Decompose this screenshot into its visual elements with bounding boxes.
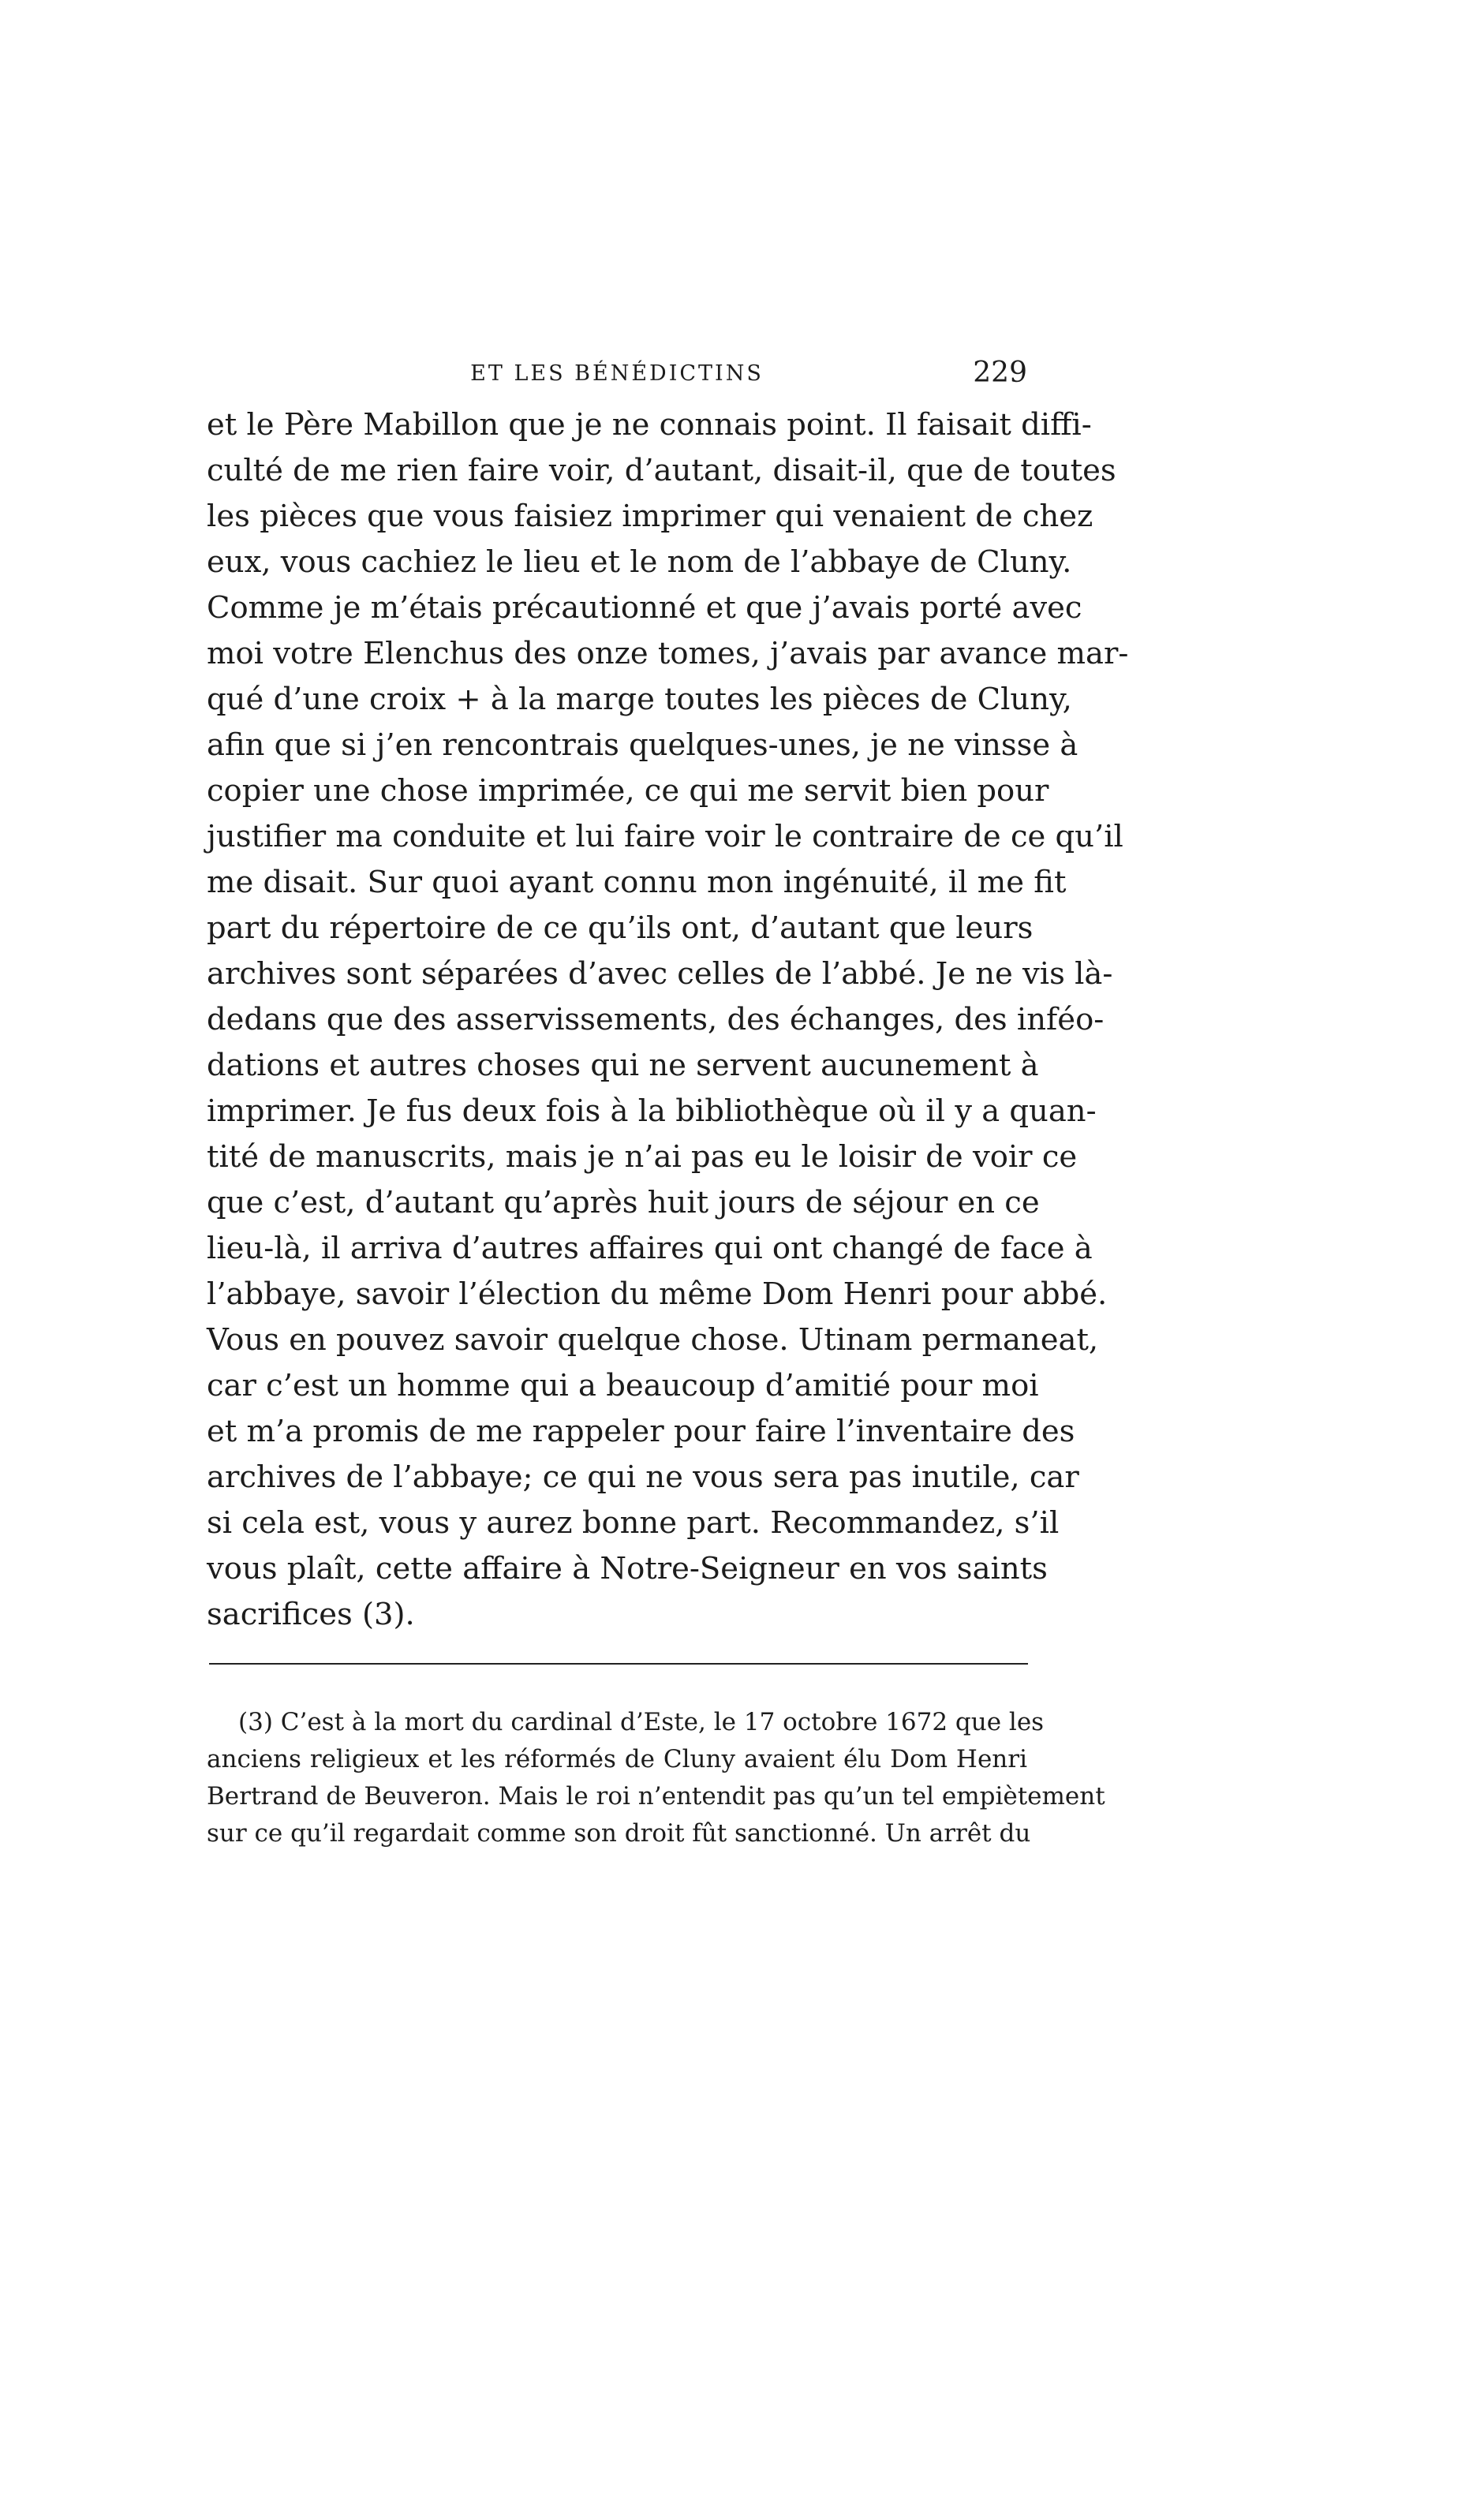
text-line: lieu-là, il arriva d’autres affaires qui ont changé de face à: [207, 1231, 1093, 1266]
text-line: vous plaît, cette affaire à Notre-Seigneur en vos saints: [207, 1551, 1048, 1586]
page-number: 229: [973, 357, 1027, 389]
running-title: ET LES BÉNÉDICTINS: [470, 361, 764, 386]
text-line: et le Père Mabillon que je ne connais point. Il faisait diffi-: [207, 407, 1092, 443]
text-line: archives de l’abbaye; ce qui ne vous sera pas inutile, car: [207, 1459, 1079, 1495]
text-line: et m’a promis de me rappeler pour faire l’inventaire des: [207, 1414, 1075, 1449]
running-head: [207, 357, 1027, 396]
body-text: [207, 402, 1129, 1638]
text-line: car c’est un homme qui a beaucoup d’amitié pour moi: [207, 1368, 1039, 1403]
footnote-line: anciens religieux et les réformés de Cluny avaient élu Dom Henri: [207, 1745, 1027, 1773]
text-line: Vous en pouvez savoir quelque chose. Utinam permaneat,: [207, 1322, 1099, 1358]
text-line: sacrifices (3).: [207, 1597, 415, 1632]
text-line: archives sont séparées d’avec celles de l’abbé. Je ne vis là-: [207, 956, 1113, 992]
text-line: eux, vous cachiez le lieu et le nom de l’abbaye de Cluny.: [207, 544, 1072, 580]
text-line: l’abbaye, savoir l’élection du même Dom Henri pour abbé.: [207, 1276, 1108, 1312]
text-line: dedans que des asservissements, des échanges, des inféo-: [207, 1002, 1105, 1037]
footnote-line: Bertrand de Beuveron. Mais le roi n’entendit pas qu’un tel empiètement: [207, 1782, 1105, 1811]
footnote-line: (3) C’est à la mort du cardinal d’Este, le 17 octobre 1672 que les: [238, 1708, 1045, 1736]
text-line: tité de manuscrits, mais je n’ai pas eu le loisir de voir ce: [207, 1139, 1078, 1175]
text-line: imprimer. Je fus deux fois à la bibliothèque où il y a quan-: [207, 1093, 1097, 1129]
text-line: qué d’une croix + à la marge toutes les pièces de Cluny,: [207, 682, 1072, 717]
text-line: Comme je m’étais précautionné et que j’avais porté avec: [207, 590, 1082, 626]
text-line: me disait. Sur quoi ayant connu mon ingénuité, il me fit: [207, 865, 1067, 900]
text-line: que c’est, d’autant qu’après huit jours de séjour en ce: [207, 1185, 1040, 1220]
text-line: les pièces que vous faisiez imprimer qui venaient de chez: [207, 499, 1093, 534]
footnote-rule: [209, 1663, 1028, 1665]
footnote-line: sur ce qu’il regardait comme son droit fût sanctionné. Un arrêt du: [207, 1819, 1031, 1848]
text-line: afin que si j’en rencontrais quelques-unes, je ne vinsse à: [207, 727, 1078, 763]
text-line: si cela est, vous y aurez bonne part. Recommandez, s’il: [207, 1505, 1060, 1541]
text-line: copier une chose imprimée, ce qui me servit bien pour: [207, 773, 1049, 809]
text-line: dations et autres choses qui ne servent aucunement à: [207, 1048, 1039, 1083]
text-line: culté de me rien faire voir, d’autant, disait-il, que de toutes: [207, 453, 1116, 488]
footnote: [207, 1704, 1105, 1852]
text-line: part du répertoire de ce qu’ils ont, d’autant que leurs: [207, 910, 1034, 946]
text-line: justifier ma conduite et lui faire voir le contraire de ce qu’il: [207, 819, 1123, 854]
text-line: moi votre Elenchus des onze tomes, j’avais par avance mar-: [207, 636, 1129, 671]
